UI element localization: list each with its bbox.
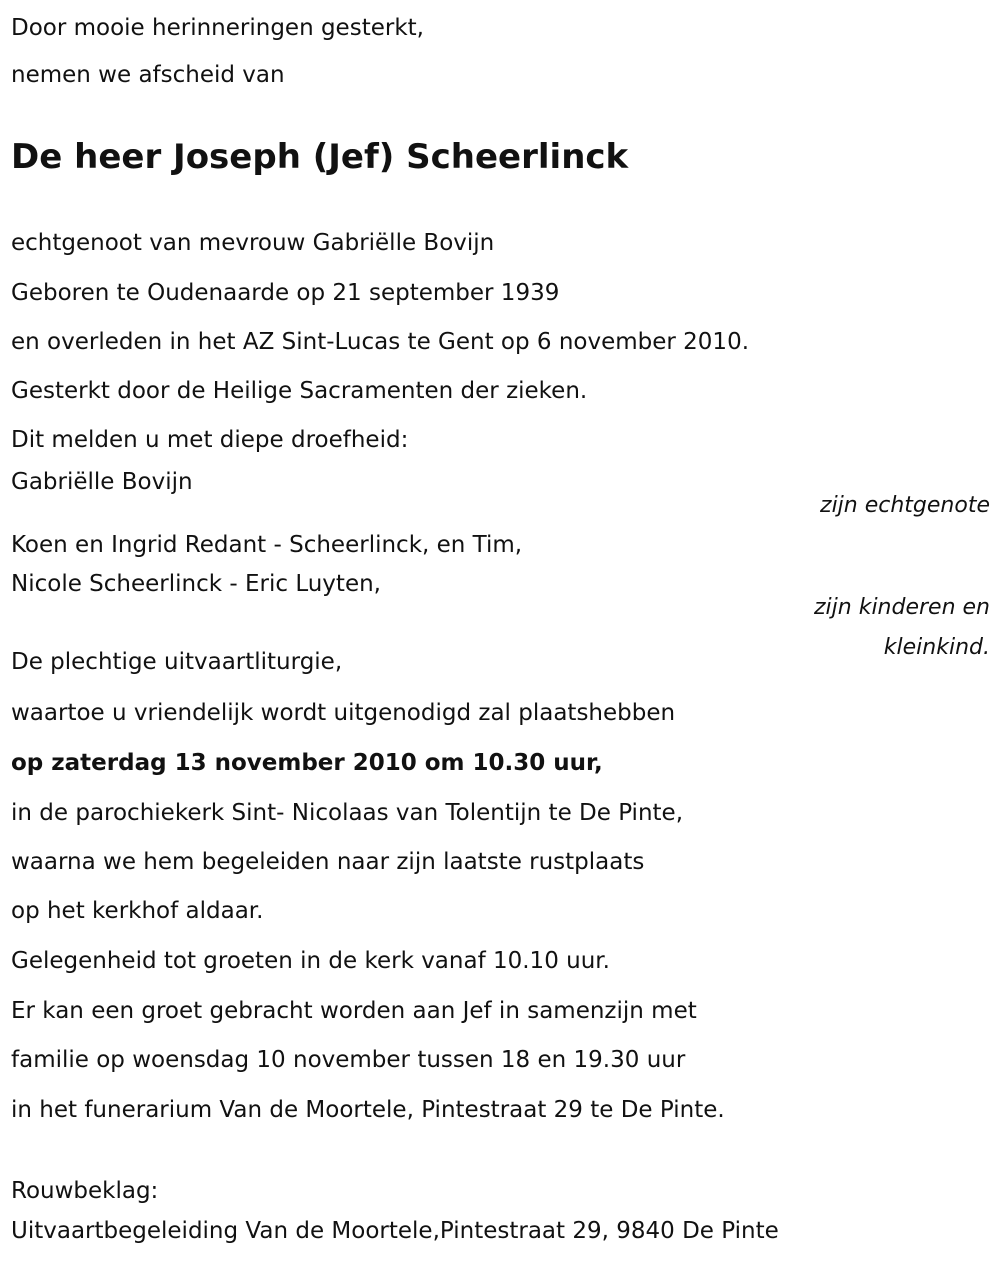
children-role: zijn kinderen en <box>814 595 990 620</box>
detail-line: Dit melden u met diepe droefheid: <box>11 427 409 453</box>
spouse-role: zijn echtgenote <box>820 493 990 518</box>
funeral-line: De plechtige uitvaartliturgie, <box>11 649 343 675</box>
children-line: Koen en Ingrid Redant - Scheerlinck, en Tim, <box>11 532 523 558</box>
spouse-name: Gabriëlle Bovijn <box>11 469 193 495</box>
funeral-line: waarna we hem begeleiden naar zijn laatste rustplaats <box>11 849 645 875</box>
funeral-line: in het funerarium Van de Moortele, Pintestraat 29 te De Pinte. <box>11 1097 725 1123</box>
detail-line: Geboren te Oudenaarde op 21 september 1939 <box>11 280 560 306</box>
funeral-line: familie op woensdag 10 november tussen 18 en 19.30 uur <box>11 1047 686 1073</box>
detail-line: echtgenoot van mevrouw Gabriëlle Bovijn <box>11 230 495 256</box>
condolences-label: Rouwbeklag: <box>11 1178 159 1204</box>
funeral-line: Gelegenheid tot groeten in de kerk vanaf 10.10 uur. <box>11 948 610 974</box>
funeral-date: op zaterdag 13 november 2010 om 10.30 uur, <box>11 750 603 776</box>
children-line: Nicole Scheerlinck - Eric Luyten, <box>11 571 381 597</box>
intro-line: Door mooie herinneringen gesterkt, <box>11 15 424 41</box>
funeral-line: in de parochiekerk Sint- Nicolaas van Tolentijn te De Pinte, <box>11 800 684 826</box>
funeral-line: Er kan een groet gebracht worden aan Jef in samenzijn met <box>11 998 697 1024</box>
funeral-line: op het kerkhof aldaar. <box>11 898 264 924</box>
funeral-line: waartoe u vriendelijk wordt uitgenodigd zal plaatshebben <box>11 700 676 726</box>
intro-line: nemen we afscheid van <box>11 62 285 88</box>
condolences-address: Uitvaartbegeleiding Van de Moortele,Pintestraat 29, 9840 De Pinte <box>11 1218 779 1244</box>
children-role: kleinkind. <box>883 635 990 660</box>
page-title: De heer Joseph (Jef) Scheerlinck <box>11 137 629 177</box>
detail-line: Gesterkt door de Heilige Sacramenten der zieken. <box>11 378 588 404</box>
detail-line: en overleden in het AZ Sint-Lucas te Gent op 6 november 2010. <box>11 329 750 355</box>
